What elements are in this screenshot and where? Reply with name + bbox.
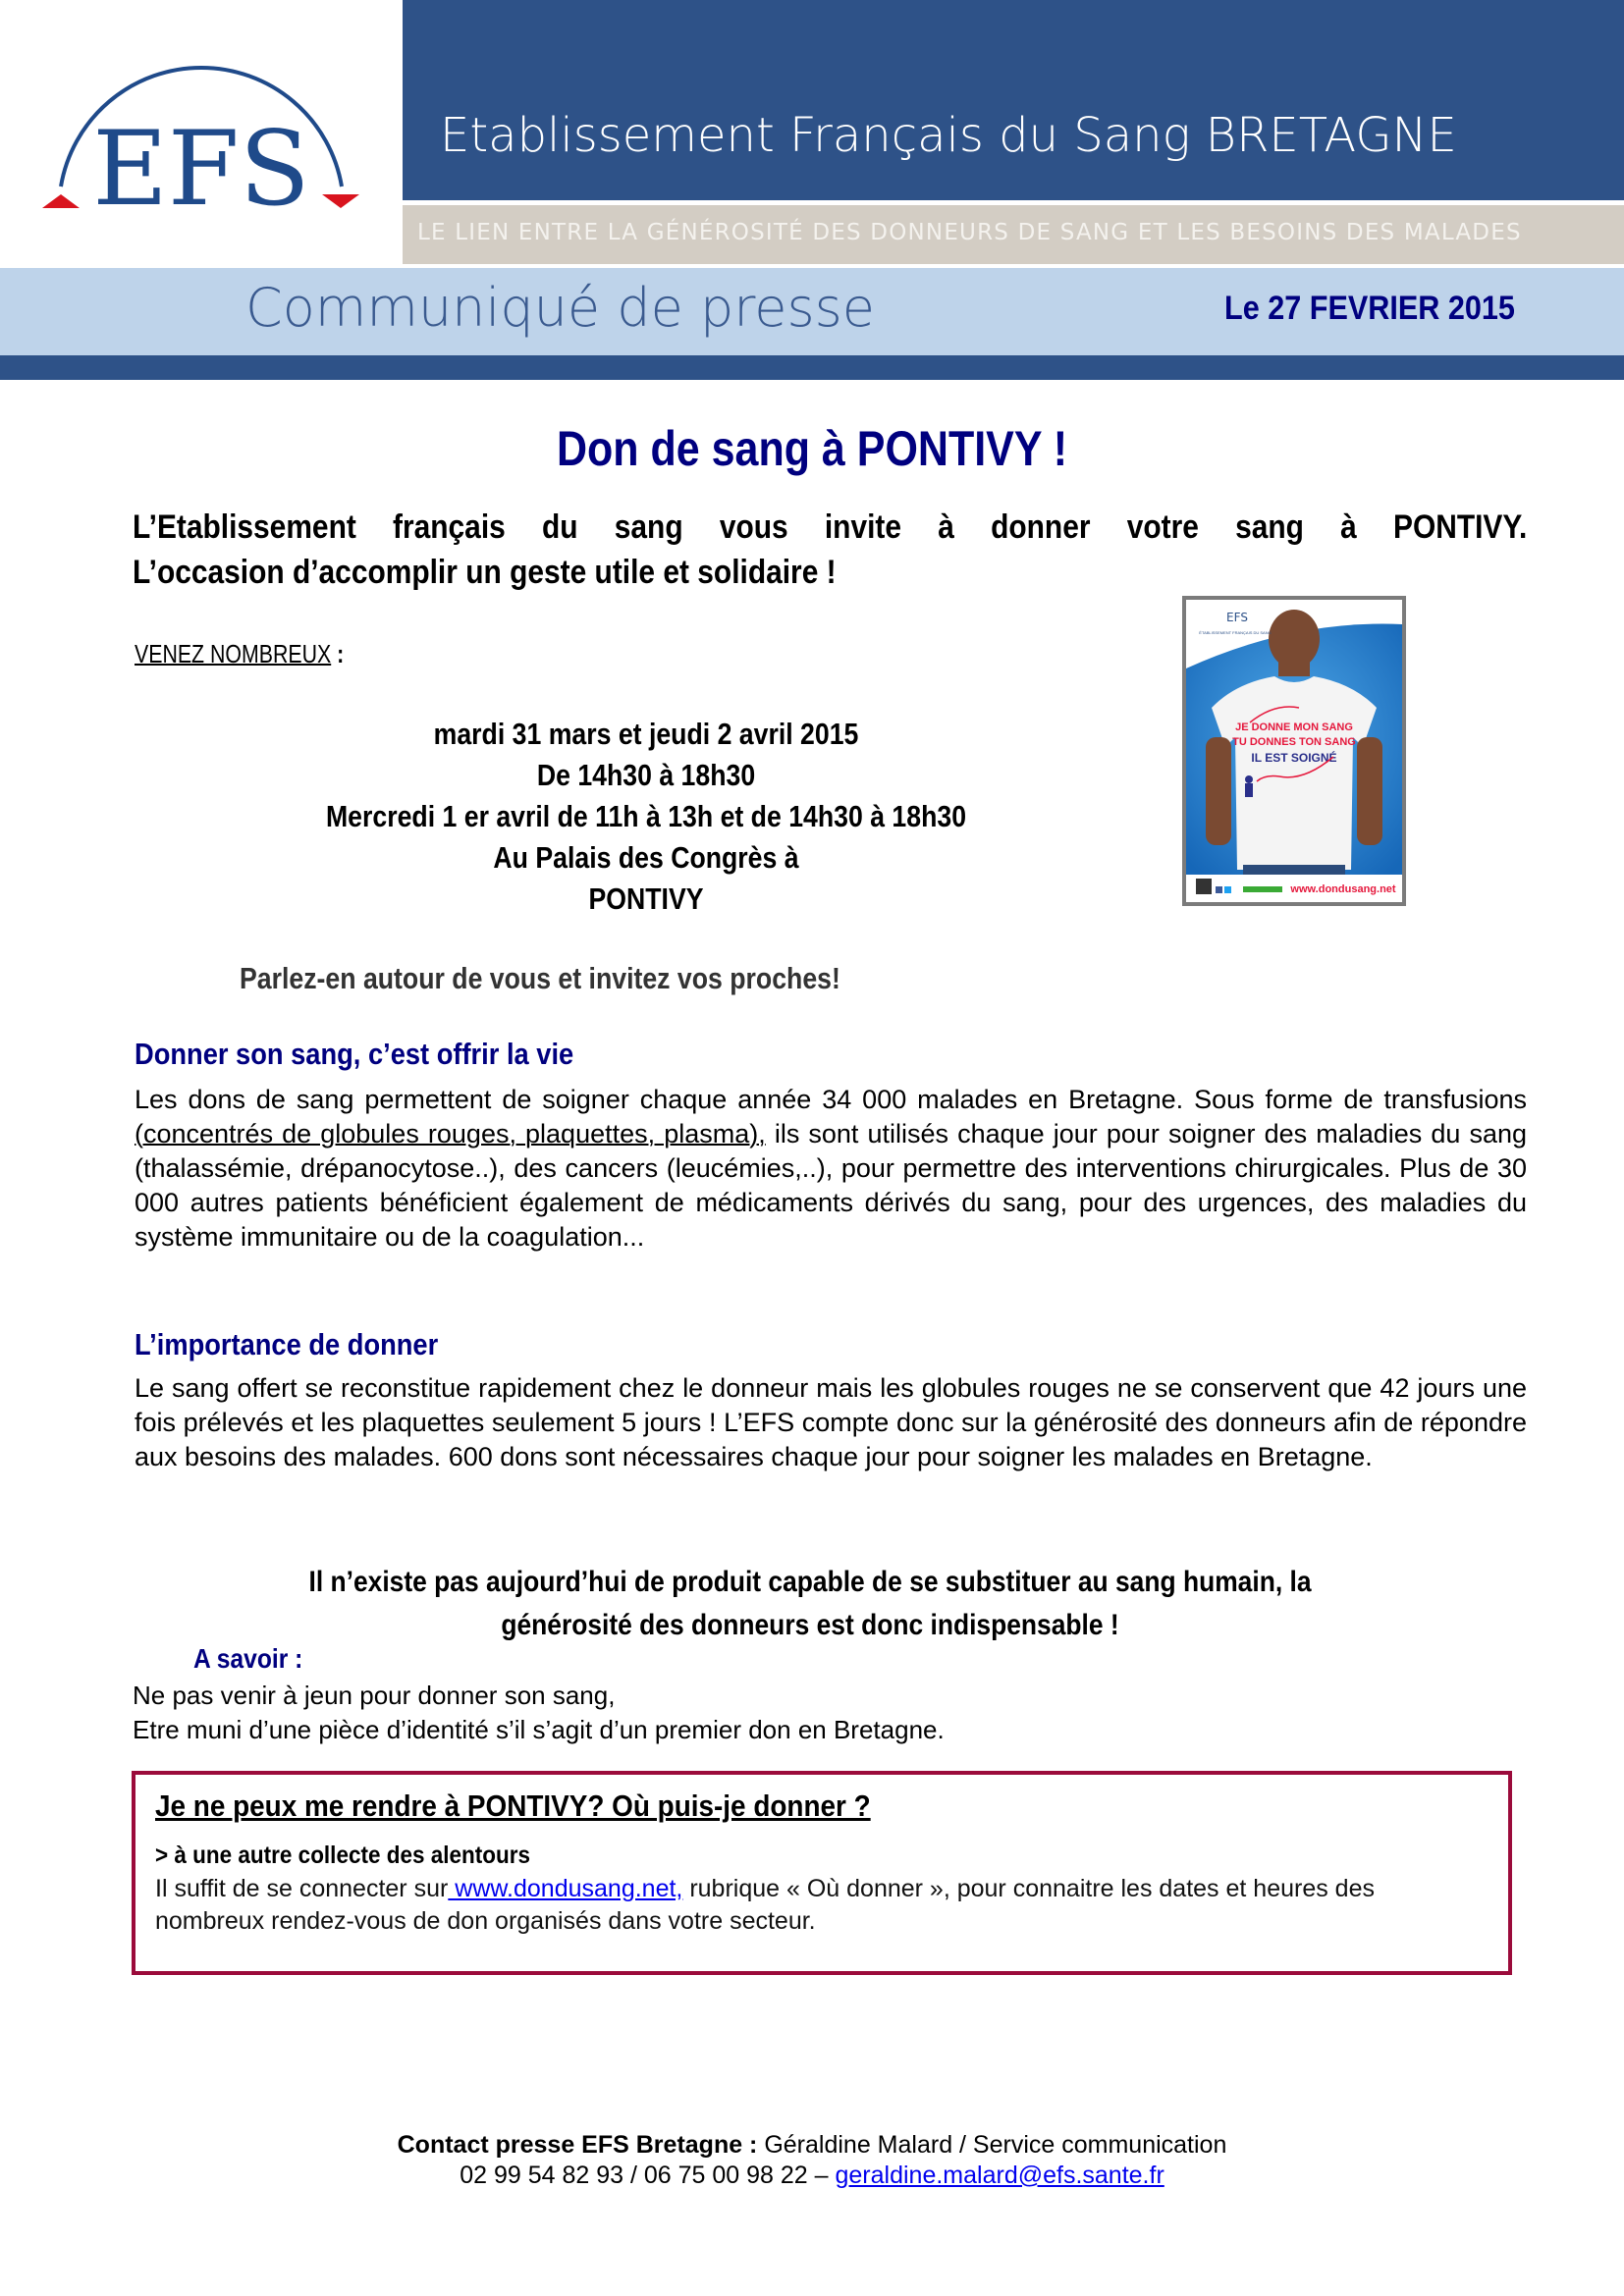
box-text: [155, 1873, 1490, 1938]
paragraph-text: Les dons de sang permettent de soigner chaque année 34 000 malades en Bretagne. Sous forme de transfusions: [135, 1085, 1527, 1114]
press-date: Le 27 FEVRIER 2015: [1224, 290, 1515, 327]
parlez-text: Parlez-en autour de vous et invitez vos proches!: [240, 961, 840, 995]
intro-line-1: L’Etablissement français du sang vous invite à donner votre sang à PONTIVY.: [133, 508, 1528, 546]
underlined-text: (concentrés de globules rouges, plaquettes, plasma),: [135, 1119, 766, 1148]
tagline: LE LIEN ENTRE LA GÉNÉROSITÉ DES DONNEURS DE SANG ET LES BESOINS DES MALADES: [417, 220, 1522, 245]
paragraph-text: ils sont utilisés chaque jour pour soigner des maladies du sang (thalassémie, drépanocytose..), des cancers (leucémies,..), pour permettre des interventions chirurgicales. Plus de 30 000 autres patients bénéficient également de médicaments dérivés du sang, pour des urgences, des maladies du système immunitaire ou de la coagulation...: [135, 1119, 1527, 1252]
poster-org: ÉTABLISSEMENT FRANÇAIS DU SANG: [1199, 630, 1272, 635]
a-savoir-label: A savoir :: [193, 1643, 303, 1674]
logo-text: EFS: [92, 109, 310, 226]
header-band: [403, 0, 1624, 200]
poster-line-2: TU DONNES TON SANG: [1232, 736, 1356, 748]
section-heading: L’importance de donner: [135, 1327, 439, 1362]
event-line: mardi 31 mars et jeudi 2 avril 2015: [433, 717, 859, 751]
poster-line-3: IL EST SOIGNÉ: [1251, 751, 1337, 765]
efs-logo-icon: [29, 39, 373, 226]
intro-line-2: L’occasion d’accomplir un geste utile et solidaire !: [133, 554, 837, 591]
section-paragraph: [135, 1083, 1527, 1255]
event-line: De 14h30 à 18h30: [536, 758, 756, 792]
campaign-poster: [1182, 596, 1406, 906]
box-subtitle: > à une autre collecte des alentours: [155, 1842, 531, 1869]
contact-name: Géraldine Malard / Service communication: [757, 2131, 1227, 2159]
event-line: Mercredi 1 er avril de 11h à 13h et de 14h30 à 18h30: [325, 799, 967, 833]
poster-url: www.dondusang.net: [1290, 883, 1396, 895]
box-title: Je ne peux me rendre à PONTIVY? Où puis-je donner ?: [155, 1789, 871, 1823]
twitter-icon: [1224, 886, 1231, 893]
section-heading: Donner son sang, c’est offrir la vie: [135, 1037, 574, 1071]
press-contact: [0, 2130, 1624, 2191]
event-line: Au Palais des Congrès à: [493, 840, 799, 875]
contact-phones: 02 99 54 82 93 / 06 75 00 98 22 –: [460, 2162, 836, 2189]
page-title: Don de sang à PONTIVY !: [556, 421, 1068, 476]
header-divider: [0, 355, 1624, 380]
phone-badge: [1243, 886, 1282, 892]
contact-label: Contact presse EFS Bretagne :: [397, 2131, 758, 2159]
contact-email-link[interactable]: geraldine.malard@efs.sante.fr: [835, 2162, 1164, 2189]
org-title: Etablissement Français du Sang BRETAGNE: [440, 108, 1457, 163]
section-paragraph: Le sang offert se reconstitue rapidement chez le donneur mais les globules rouges ne se conservent que 42 jours une fois prélevés et les plaquettes seulement 5 jours ! L’EFS compte donc sur la générosité des donneurs afin de répondre aux besoins des malades. 600 dons sont nécessaires chaque jour pour soigner les malades en Bretagne.: [135, 1373, 1527, 1471]
tip-item: Etre muni d’une pièce d’identité s’il s’agit d’un premier don en Bretagne.: [133, 1715, 945, 1744]
a-savoir-list: [133, 1679, 945, 1747]
poster-line-1: JE DONNE MON SANG: [1235, 721, 1353, 733]
tip-item: Ne pas venir à jeun pour donner son sang,: [133, 1681, 616, 1710]
venez-nombreux: [135, 639, 344, 669]
box-text-part: Il suffit de se connecter sur: [155, 1875, 449, 1902]
efs-logo: [0, 0, 401, 267]
poster-image: [1186, 600, 1402, 902]
qr-code-icon: [1196, 879, 1212, 894]
highlight-statement: [137, 1561, 1483, 1647]
event-details: [196, 714, 1096, 920]
venez-colon: :: [331, 639, 345, 668]
facebook-icon: [1216, 886, 1222, 893]
box-text-part: rubrique « Où donner », pour connaitre les dates et heures des nombreux rendez-vous de don organisés dans votre secteur.: [155, 1875, 1375, 1935]
press-title: Communiqué de presse: [245, 277, 875, 339]
event-line: PONTIVY: [588, 881, 704, 916]
highlight-line: Il n’existe pas aujourd’hui de produit capable de se substituer au sang humain, la: [308, 1566, 1312, 1598]
highlight-line: générosité des donneurs est donc indispensable !: [501, 1609, 1119, 1641]
where-to-donate-box: [132, 1771, 1512, 1975]
intro-text: [133, 505, 1527, 595]
poster-logo: EFS: [1226, 611, 1248, 624]
venez-label: VENEZ NOMBREUX: [135, 639, 332, 668]
dondusang-link[interactable]: www.dondusang.net,: [448, 1875, 683, 1902]
